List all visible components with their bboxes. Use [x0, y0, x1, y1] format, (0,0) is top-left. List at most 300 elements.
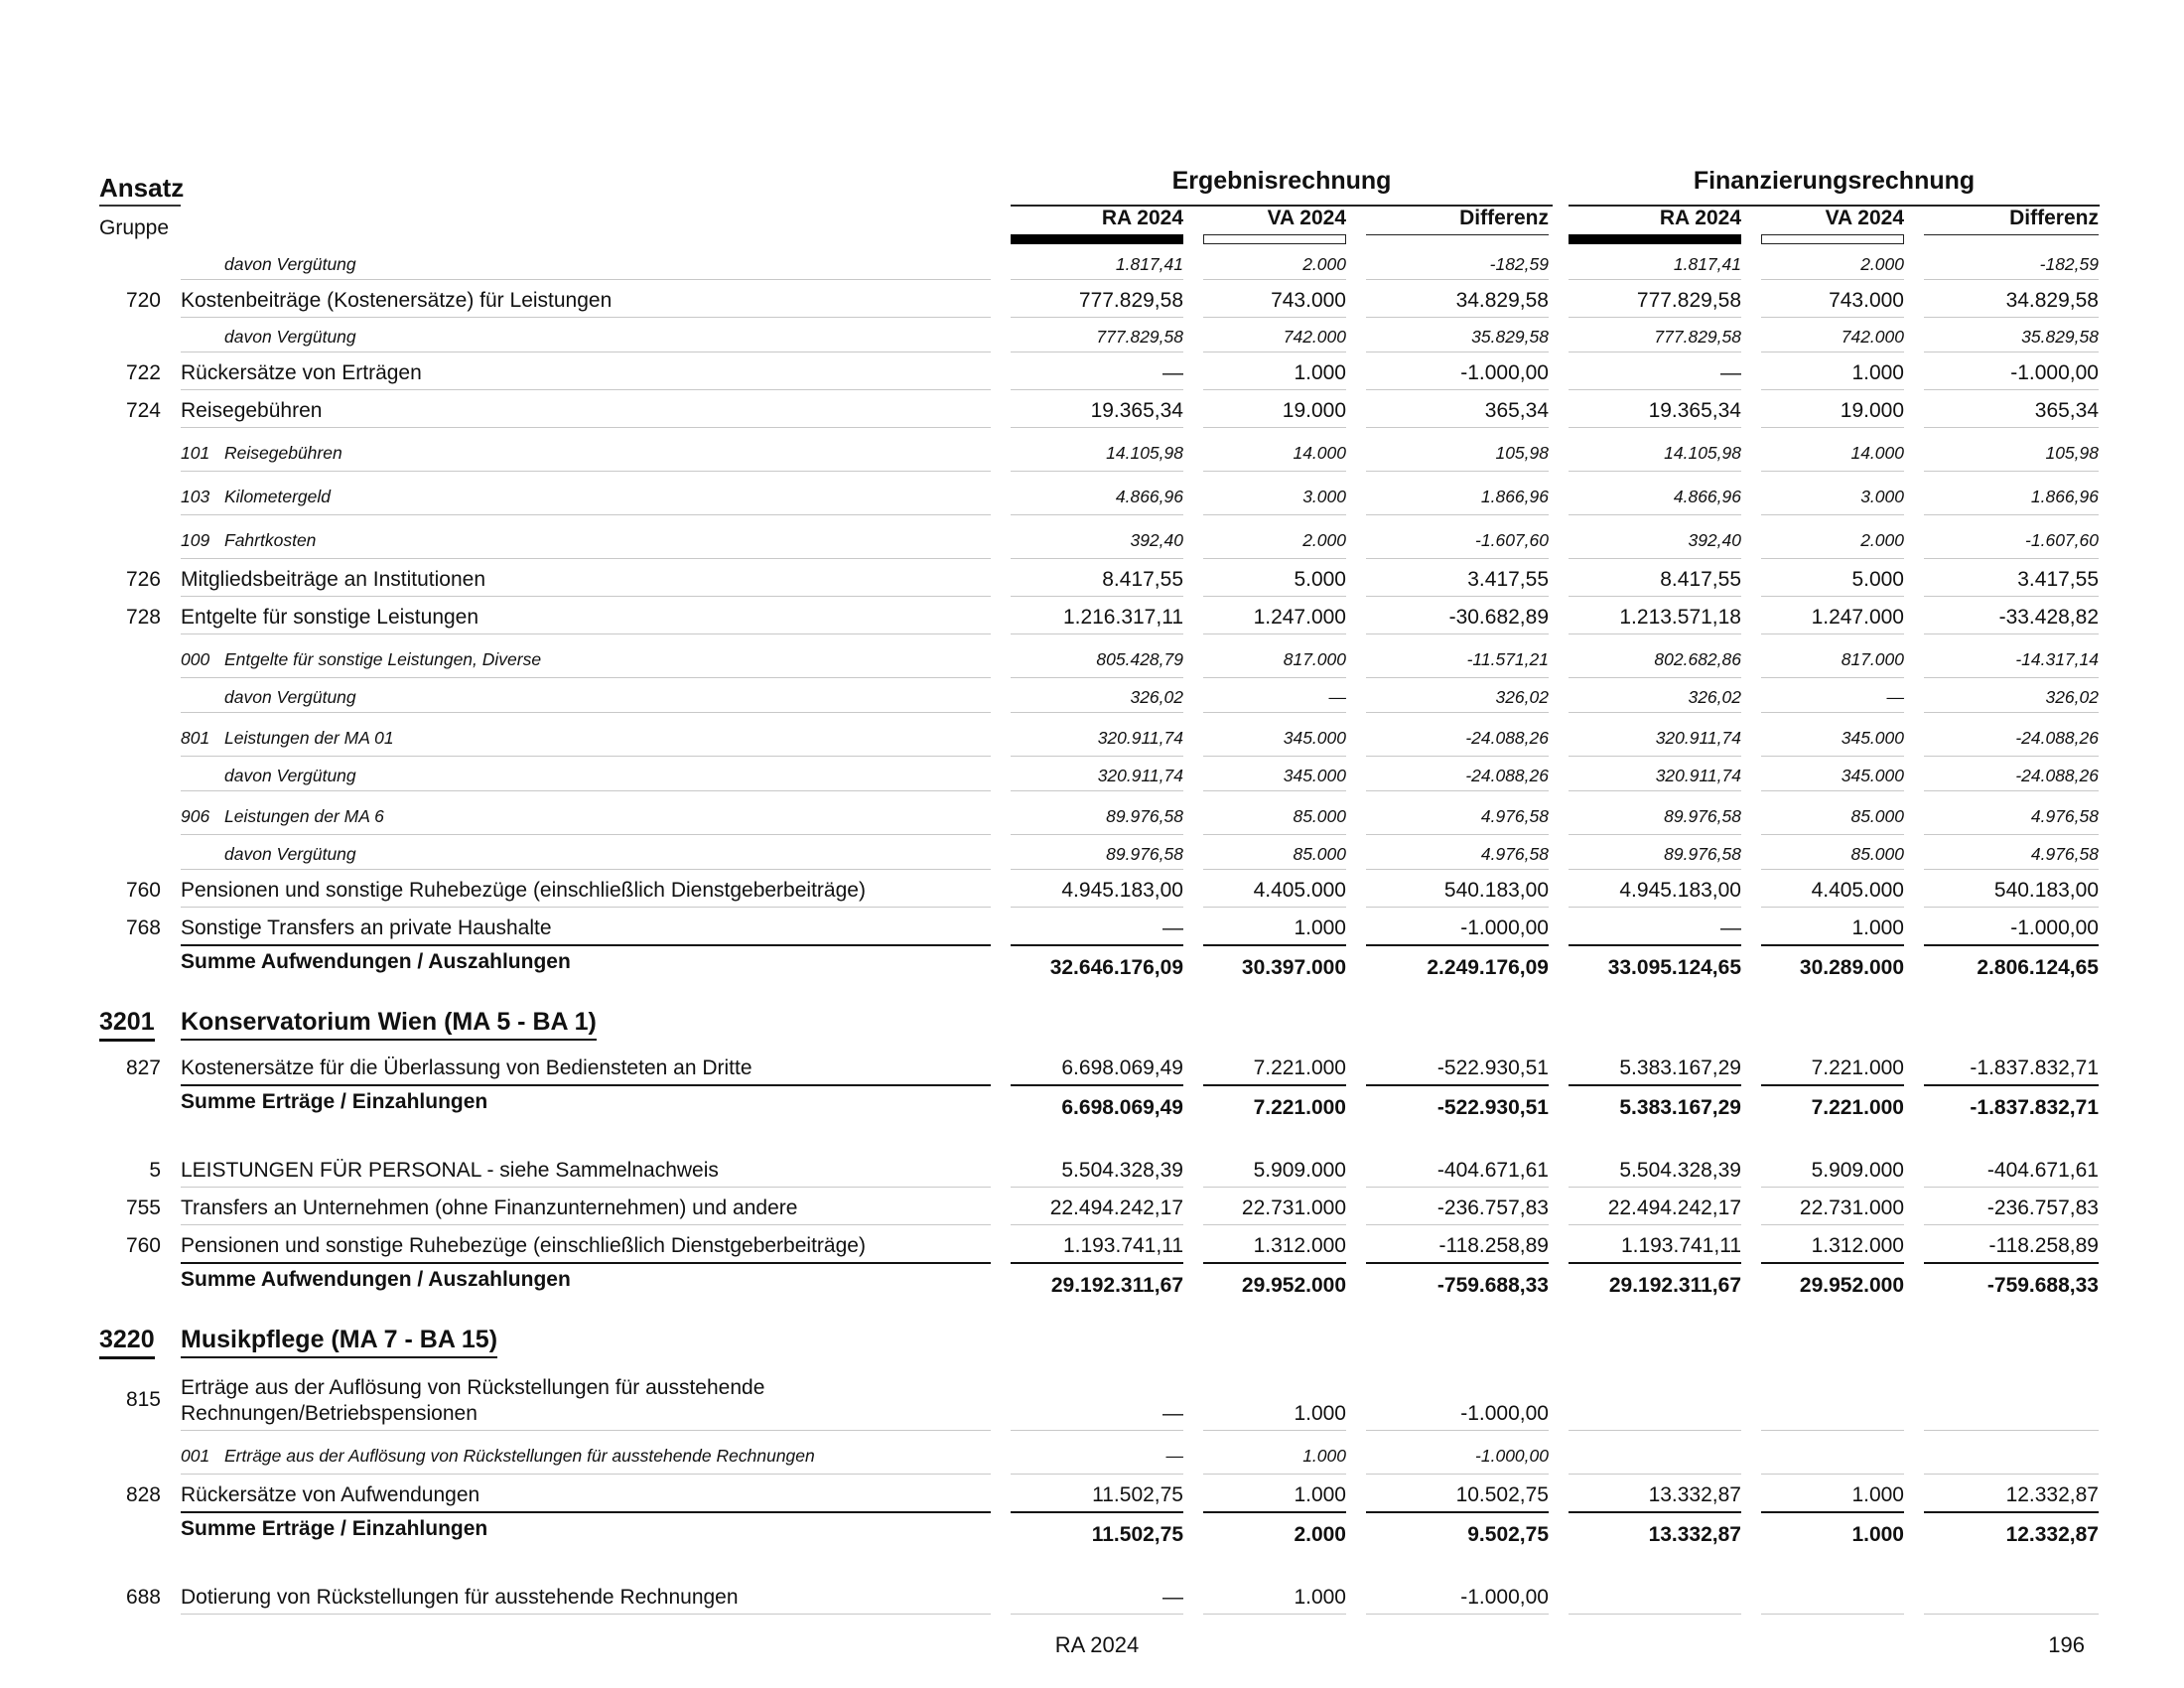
cell-rule	[1761, 558, 1904, 559]
row-rule	[181, 834, 991, 835]
section-header	[0, 998, 2184, 1049]
value-cell: —	[1720, 361, 1741, 384]
cell-rule	[1924, 712, 2099, 713]
cell-rule	[1011, 677, 1183, 678]
value-cell: 12.332,87	[2005, 1523, 2099, 1546]
value-cell: 8.417,55	[1102, 568, 1183, 591]
cell-rule	[1569, 756, 1741, 757]
group-title-finanzierungsrechnung: Finanzierungsrechnung	[1693, 167, 1976, 195]
table-row	[0, 758, 2184, 792]
table-row	[0, 391, 2184, 429]
table-row	[0, 598, 2184, 635]
row-label: Mitgliedsbeiträge an Institutionen	[181, 568, 486, 591]
row-rule	[181, 1430, 991, 1431]
summary-row	[0, 1264, 2184, 1311]
value-cell: -11.571,21	[1466, 649, 1549, 669]
value-cell: -1.000,00	[1460, 1586, 1549, 1609]
cell-rule	[1203, 279, 1346, 280]
cell-rule	[1203, 1224, 1346, 1225]
cell-rule	[1924, 317, 2099, 318]
value-cell: 777.829,58	[1636, 289, 1741, 312]
value-cell: -1.607,60	[1475, 530, 1549, 550]
row-code: 768	[125, 916, 161, 939]
value-cell: —	[1328, 687, 1346, 707]
value-cell: 805.428,79	[1096, 649, 1183, 669]
table-row	[0, 1226, 2184, 1264]
value-cell: -236.757,83	[1436, 1196, 1549, 1219]
cell-rule	[1761, 279, 1904, 280]
cell-rule	[1203, 869, 1346, 870]
cell-rule	[1761, 834, 1904, 835]
value-cell: 2.000	[1860, 254, 1904, 274]
cell-rule	[1924, 427, 2099, 428]
value-cell: 19.365,34	[1648, 399, 1741, 422]
cell-rule	[1761, 1474, 1904, 1475]
value-cell: 1.000	[1294, 1402, 1346, 1425]
table-row	[0, 516, 2184, 560]
value-cell: 1.216.317,11	[1062, 606, 1183, 629]
cell-rule	[1366, 712, 1549, 713]
cell-rule	[1761, 427, 1904, 428]
cell-rule	[1924, 514, 2099, 515]
value-cell: -24.088,26	[1465, 766, 1549, 785]
row-label: Leistungen der MA 01	[224, 728, 394, 748]
value-cell: 5.909.000	[1253, 1159, 1346, 1182]
value-cell: -1.000,00	[2010, 916, 2099, 939]
cell-rule	[1569, 514, 1741, 515]
value-cell: 392,40	[1688, 530, 1741, 550]
value-cell: 320.911,74	[1097, 728, 1183, 748]
cell-rule	[1924, 596, 2099, 597]
value-cell: 11.502,75	[1091, 1523, 1183, 1546]
value-cell: 326,02	[1495, 687, 1549, 707]
value-cell: 2.249.176,09	[1427, 956, 1549, 979]
value-cell: 5.000	[1851, 568, 1904, 591]
value-cell: 89.976,58	[1664, 806, 1741, 826]
page-number: 196	[2048, 1632, 2085, 1657]
table-row	[0, 679, 2184, 714]
cell-rule	[1011, 834, 1183, 835]
value-cell: -24.088,26	[2015, 766, 2099, 785]
value-cell: 14.105,98	[1106, 443, 1183, 463]
value-cell: -1.000,00	[1460, 361, 1549, 384]
cell-rule	[1569, 869, 1741, 870]
value-cell: 4.976,58	[1480, 806, 1549, 826]
summary-row	[0, 1513, 2184, 1560]
ra-column-marker	[1011, 234, 1183, 244]
value-cell: 14.000	[1850, 443, 1904, 463]
row-code: 801	[181, 728, 210, 748]
row-code: 726	[125, 568, 161, 591]
cell-rule	[1203, 1187, 1346, 1188]
row-rule	[181, 389, 991, 390]
value-cell: 4.866,96	[1673, 487, 1741, 506]
value-cell: 1.193.741,11	[1620, 1234, 1741, 1257]
cell-rule	[1924, 834, 2099, 835]
row-label: davon Vergütung	[224, 327, 356, 347]
value-cell: 326,02	[1130, 687, 1183, 707]
cell-rule	[1924, 1224, 2099, 1225]
value-cell: 540.183,00	[1443, 879, 1549, 902]
value-cell: —	[1886, 687, 1904, 707]
table-row	[0, 319, 2184, 353]
ra-column-marker	[1569, 234, 1741, 244]
column-header-rule	[1924, 234, 2099, 235]
row-label: Reisegebühren	[224, 443, 342, 463]
value-cell: 7.221.000	[1811, 1096, 1904, 1119]
value-cell: 540.183,00	[1993, 879, 2099, 902]
row-code: 722	[125, 361, 161, 384]
value-cell: 4.405.000	[1253, 879, 1346, 902]
value-cell: 345.000	[1283, 766, 1346, 785]
row-code: 101	[181, 443, 210, 463]
section-title: Musikpflege (MA 7 - BA 15)	[181, 1326, 497, 1358]
row-label: Reisegebühren	[181, 399, 323, 422]
header-ansatz-underline	[99, 205, 181, 207]
cell-rule	[1761, 907, 1904, 908]
cell-rule	[1569, 907, 1741, 908]
cell-rule	[1011, 907, 1183, 908]
row-rule	[181, 558, 991, 559]
value-cell: 19.000	[1282, 399, 1346, 422]
cell-rule	[1761, 471, 1904, 472]
cell-rule	[1761, 1187, 1904, 1188]
row-label: Rückersätze von Erträgen	[181, 361, 422, 384]
cell-rule	[1569, 1474, 1741, 1475]
value-cell: 4.405.000	[1811, 879, 1904, 902]
row-label: Kostenbeiträge (Kostenersätze) für Leistungen	[181, 289, 613, 312]
column-header-2: VA 2024	[1267, 207, 1346, 229]
cell-rule	[1924, 756, 2099, 757]
value-cell: 1.817,41	[1673, 254, 1741, 274]
row-label: Entgelte für sonstige Leistungen	[181, 606, 479, 629]
value-cell: 6.698.069,49	[1061, 1096, 1183, 1119]
value-cell: -1.837.832,71	[1970, 1056, 2099, 1079]
table-row	[0, 246, 2184, 281]
cell-rule	[1203, 1430, 1346, 1431]
cell-rule	[1924, 558, 2099, 559]
cell-rule	[1761, 790, 1904, 791]
value-cell: 9.502,75	[1467, 1523, 1549, 1546]
value-cell: -1.000,00	[2010, 361, 2099, 384]
value-cell: 2.000	[1302, 254, 1346, 274]
value-cell: 7.221.000	[1253, 1056, 1346, 1079]
cell-rule	[1011, 279, 1183, 280]
value-cell: -1.607,60	[2025, 530, 2099, 550]
value-cell: 3.417,55	[1467, 568, 1549, 591]
value-cell: -33.428,82	[1998, 606, 2099, 629]
value-cell: 1.247.000	[1253, 606, 1346, 629]
value-cell: -404.671,61	[1986, 1159, 2099, 1182]
cell-rule	[1924, 677, 2099, 678]
header-gruppe: Gruppe	[99, 216, 170, 239]
column-header-4: RA 2024	[1659, 207, 1741, 229]
value-cell: -118.258,89	[1438, 1234, 1549, 1257]
row-label: Erträge aus der Auflösung von Rückstellungen für ausstehende	[181, 1376, 765, 1399]
row-code: 827	[125, 1056, 161, 1079]
cell-rule	[1366, 633, 1549, 634]
cell-rule	[1366, 677, 1549, 678]
table-row	[0, 1151, 2184, 1189]
cell-rule	[1203, 596, 1346, 597]
value-cell: -236.757,83	[1986, 1196, 2099, 1219]
cell-rule	[1203, 427, 1346, 428]
cell-rule	[1011, 1224, 1183, 1225]
value-cell: -404.671,61	[1436, 1159, 1549, 1182]
row-rule	[181, 1614, 991, 1615]
cell-rule	[1011, 756, 1183, 757]
value-cell: 742.000	[1841, 327, 1904, 347]
value-cell: 817.000	[1841, 649, 1904, 669]
value-cell: -759.688,33	[1436, 1274, 1549, 1297]
row-label: Sonstige Transfers an private Haushalte	[181, 916, 552, 939]
table-row	[0, 429, 2184, 473]
column-header-1: RA 2024	[1101, 207, 1183, 229]
value-cell: 105,98	[2045, 443, 2099, 463]
group-title-ergebnisrechnung: Ergebnisrechnung	[1171, 167, 1392, 195]
value-cell: 89.976,58	[1664, 844, 1741, 864]
row-rule	[181, 756, 991, 757]
row-code: 5	[149, 1159, 161, 1182]
value-cell: 85.000	[1293, 806, 1346, 826]
cell-rule	[1203, 514, 1346, 515]
value-cell: 1.866,96	[1480, 487, 1549, 506]
cell-rule	[1011, 558, 1183, 559]
cell-rule	[1203, 834, 1346, 835]
cell-rule	[1011, 1187, 1183, 1188]
cell-rule	[1924, 633, 2099, 634]
row-rule	[181, 514, 991, 515]
table-row	[0, 792, 2184, 836]
table-row	[0, 1578, 2184, 1616]
table-row	[0, 836, 2184, 871]
value-cell: 326,02	[2045, 687, 2099, 707]
value-cell: 1.000	[1851, 1483, 1904, 1506]
row-code: 720	[125, 289, 161, 312]
table-row	[0, 909, 2184, 946]
value-cell: 6.698.069,49	[1061, 1056, 1183, 1079]
row-label: Pensionen und sonstige Ruhebezüge (einschließlich Dienstgeberbeiträge)	[181, 1234, 866, 1257]
cell-rule	[1366, 1614, 1549, 1615]
row-rule	[181, 677, 991, 678]
column-header-3: Differenz	[1459, 207, 1549, 229]
row-code: 724	[125, 399, 161, 422]
cell-rule	[1761, 514, 1904, 515]
cell-rule	[1366, 514, 1549, 515]
value-cell: 22.731.000	[1799, 1196, 1904, 1219]
cell-rule	[1569, 389, 1741, 390]
value-cell: -182,59	[2039, 254, 2099, 274]
row-label: Leistungen der MA 6	[224, 806, 384, 826]
row-code: 755	[125, 1196, 161, 1219]
cell-rule	[1011, 389, 1183, 390]
value-cell: 3.000	[1302, 487, 1346, 506]
row-code: 760	[125, 879, 161, 902]
row-rule	[181, 596, 991, 597]
value-cell: 320.911,74	[1097, 766, 1183, 785]
cell-rule	[1203, 317, 1346, 318]
cell-rule	[1011, 427, 1183, 428]
section-code: 3220	[99, 1326, 155, 1353]
value-cell: 22.494.242,17	[1607, 1196, 1741, 1219]
cell-rule	[1011, 633, 1183, 634]
cell-rule	[1366, 1187, 1549, 1188]
row-label-continued: Rechnungen/Betriebspensionen	[181, 1402, 478, 1425]
value-cell: 13.332,87	[1648, 1523, 1741, 1546]
cell-rule	[1203, 790, 1346, 791]
table-row	[0, 871, 2184, 909]
value-cell: 105,98	[1495, 443, 1549, 463]
cell-rule	[1203, 907, 1346, 908]
value-cell: —	[1162, 916, 1183, 939]
cell-rule	[1761, 389, 1904, 390]
value-cell: 13.332,87	[1648, 1483, 1741, 1506]
cell-rule	[1761, 712, 1904, 713]
cell-rule	[1203, 389, 1346, 390]
row-label: davon Vergütung	[224, 766, 356, 785]
value-cell: 1.193.741,11	[1062, 1234, 1183, 1257]
value-cell: 345.000	[1283, 728, 1346, 748]
cell-rule	[1011, 471, 1183, 472]
cell-rule	[1761, 869, 1904, 870]
cell-rule	[1569, 834, 1741, 835]
value-cell: 30.289.000	[1799, 956, 1904, 979]
value-cell: 1.000	[1294, 1483, 1346, 1506]
cell-rule	[1569, 1430, 1741, 1431]
cell-rule	[1761, 1614, 1904, 1615]
value-cell: -14.317,14	[2015, 649, 2099, 669]
value-cell: 1.247.000	[1811, 606, 1904, 629]
cell-rule	[1011, 514, 1183, 515]
cell-rule	[1569, 596, 1741, 597]
cell-rule	[1924, 389, 2099, 390]
value-cell: 34.829,58	[1455, 289, 1549, 312]
value-cell: 1.312.000	[1253, 1234, 1346, 1257]
value-cell: 32.646.176,09	[1049, 956, 1183, 979]
cell-rule	[1203, 712, 1346, 713]
value-cell: 392,40	[1130, 530, 1183, 550]
row-rule	[181, 1187, 991, 1188]
row-code: 000	[181, 649, 210, 669]
row-label: Fahrtkosten	[224, 530, 317, 550]
cell-rule	[1924, 1187, 2099, 1188]
row-label: Entgelte für sonstige Leistungen, Diverse	[224, 649, 542, 669]
cell-rule	[1924, 869, 2099, 870]
cell-rule	[1569, 633, 1741, 634]
row-rule	[181, 1474, 991, 1475]
cell-rule	[1569, 558, 1741, 559]
row-rule	[181, 869, 991, 870]
value-cell: 1.213.571,18	[1619, 606, 1741, 629]
row-rule	[181, 712, 991, 713]
value-cell: 1.817,41	[1115, 254, 1183, 274]
value-cell: 85.000	[1293, 844, 1346, 864]
value-cell: 85.000	[1850, 806, 1904, 826]
row-label: Summe Erträge / Einzahlungen	[181, 1517, 488, 1540]
value-cell: 19.365,34	[1090, 399, 1183, 422]
cell-rule	[1366, 279, 1549, 280]
table-row	[0, 1432, 2184, 1476]
value-cell: 5.383.167,29	[1619, 1096, 1741, 1119]
value-cell: 2.000	[1294, 1523, 1346, 1546]
cell-rule	[1366, 869, 1549, 870]
cell-rule	[1569, 712, 1741, 713]
section-code-underline	[99, 1356, 155, 1359]
table-row	[0, 1366, 2184, 1432]
section-title: Konservatorium Wien (MA 5 - BA 1)	[181, 1008, 597, 1041]
value-cell: —	[1165, 1446, 1183, 1466]
cell-rule	[1569, 677, 1741, 678]
value-cell: 7.221.000	[1811, 1056, 1904, 1079]
cell-rule	[1011, 869, 1183, 870]
table-row	[0, 473, 2184, 516]
row-label: Kostenersätze für die Überlassung von Bediensteten an Dritte	[181, 1056, 752, 1079]
value-cell: 742.000	[1283, 327, 1346, 347]
row-rule	[181, 790, 991, 791]
row-label: Pensionen und sonstige Ruhebezüge (einschließlich Dienstgeberbeiträge)	[181, 879, 866, 902]
value-cell: 35.829,58	[2021, 327, 2099, 347]
value-cell: 2.000	[1302, 530, 1346, 550]
value-cell: 777.829,58	[1096, 327, 1183, 347]
cell-rule	[1761, 317, 1904, 318]
value-cell: -522.930,51	[1436, 1096, 1549, 1119]
value-cell: 35.829,58	[1471, 327, 1549, 347]
table-row	[0, 635, 2184, 679]
column-header-5: VA 2024	[1825, 207, 1904, 229]
value-cell: 365,34	[1484, 399, 1549, 422]
cell-rule	[1011, 1430, 1183, 1431]
column-header-6: Differenz	[2009, 207, 2099, 229]
value-cell: —	[1162, 1586, 1183, 1609]
row-rule	[181, 471, 991, 472]
row-code: 906	[181, 806, 210, 826]
value-cell: 5.383.167,29	[1619, 1056, 1741, 1079]
value-cell: 4.945.183,00	[1619, 879, 1741, 902]
table-row	[0, 1189, 2184, 1226]
cell-rule	[1366, 1474, 1549, 1475]
value-cell: 4.976,58	[1480, 844, 1549, 864]
cell-rule	[1924, 471, 2099, 472]
value-cell: 14.105,98	[1664, 443, 1741, 463]
value-cell: 2.000	[1860, 530, 1904, 550]
value-cell: 85.000	[1850, 844, 1904, 864]
row-code: 688	[125, 1586, 161, 1609]
value-cell: —	[1162, 1402, 1183, 1425]
row-code: 728	[125, 606, 161, 629]
section-code-underline	[99, 1039, 155, 1042]
cell-rule	[1203, 756, 1346, 757]
cell-rule	[1924, 907, 2099, 908]
cell-rule	[1924, 279, 2099, 280]
row-rule	[181, 1224, 991, 1225]
cell-rule	[1924, 1614, 2099, 1615]
value-cell: 777.829,58	[1654, 327, 1741, 347]
value-cell: 1.000	[1302, 1446, 1346, 1466]
row-label: Erträge aus der Auflösung von Rückstellungen für ausstehende Rechnungen	[224, 1446, 815, 1466]
table-row	[0, 281, 2184, 319]
cell-rule	[1203, 1614, 1346, 1615]
cell-rule	[1203, 677, 1346, 678]
value-cell: 3.417,55	[2017, 568, 2099, 591]
value-cell: -759.688,33	[1986, 1274, 2099, 1297]
value-cell: 29.952.000	[1799, 1274, 1904, 1297]
cell-rule	[1366, 317, 1549, 318]
value-cell: 4.976,58	[2030, 806, 2099, 826]
section-code: 3201	[99, 1008, 155, 1036]
value-cell: 817.000	[1283, 649, 1346, 669]
row-label: davon Vergütung	[224, 687, 356, 707]
value-cell: 320.911,74	[1655, 728, 1741, 748]
